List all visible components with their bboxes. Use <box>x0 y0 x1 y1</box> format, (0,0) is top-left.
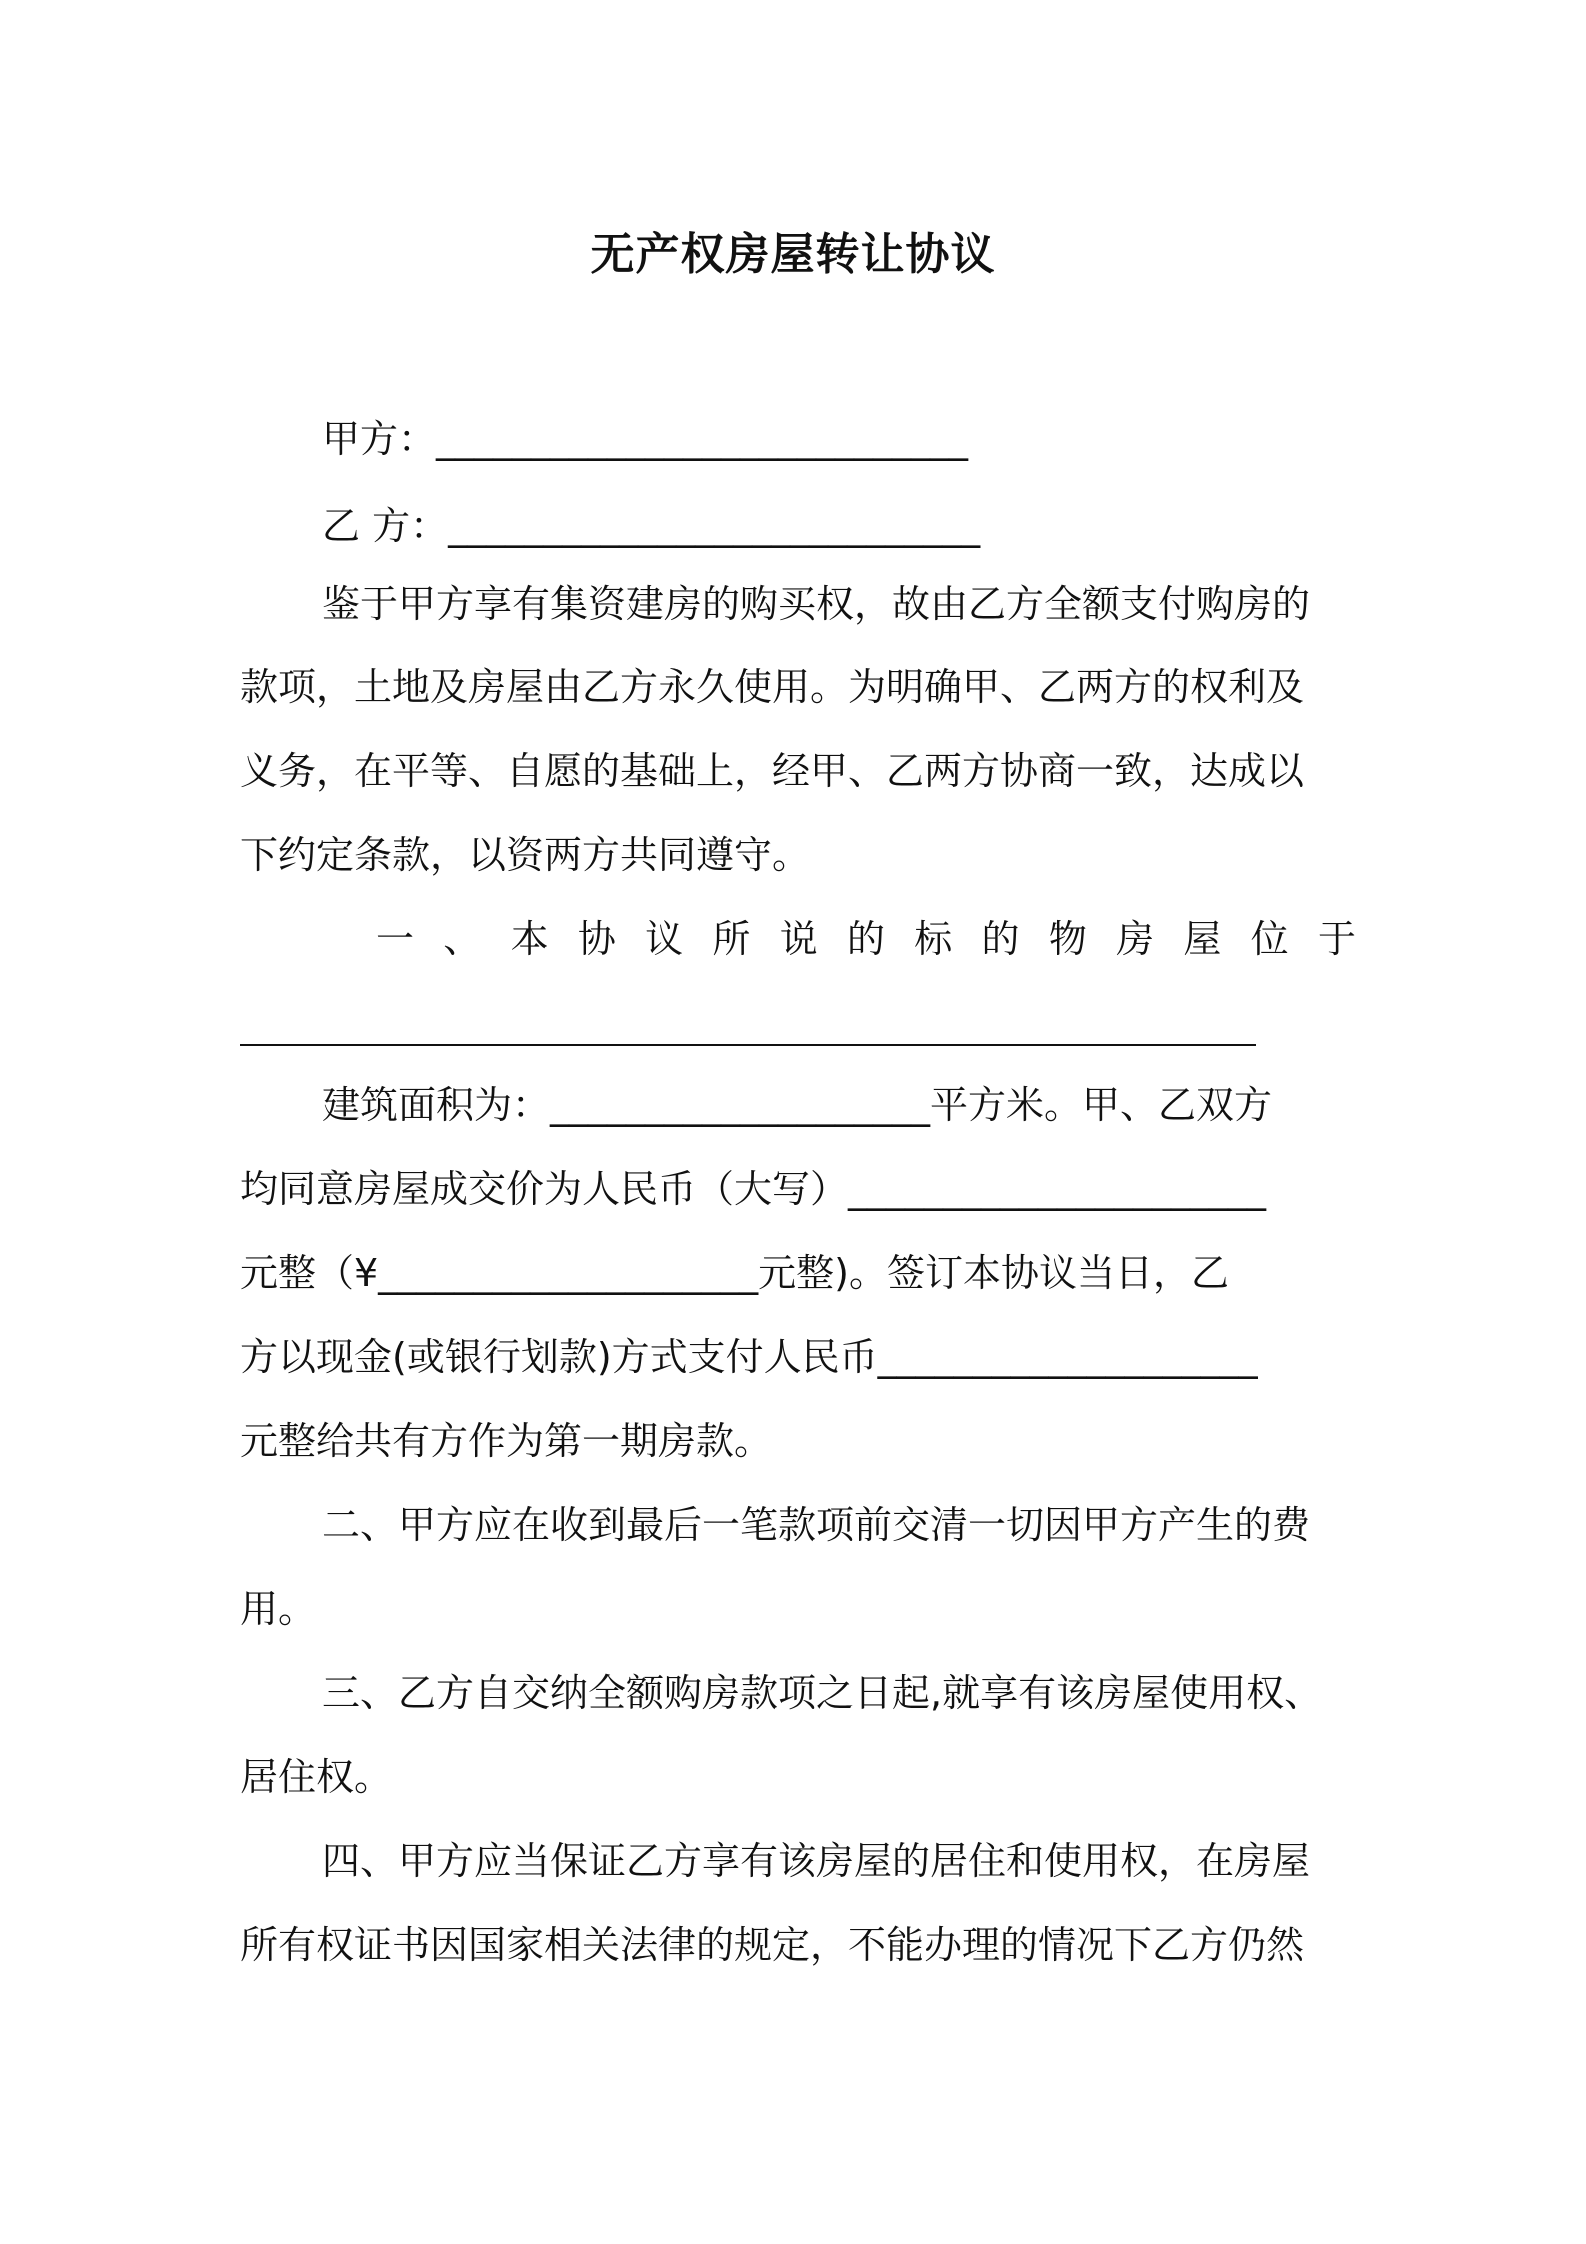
heading-char: 所 <box>712 917 751 961</box>
document-title: 无产权房屋转让协议 <box>590 229 996 280</box>
heading-char: 位 <box>1250 917 1289 961</box>
heading-char: 标 <box>914 917 953 961</box>
clause-2-line-2: 用。 <box>240 1587 317 1631</box>
heading-char: 协 <box>577 917 616 961</box>
clause-3-line-1: 三、乙方自交纳全额购房款项之日起,就享有该房屋使用权、 <box>322 1671 1323 1715</box>
heading-char: 物 <box>1048 917 1087 961</box>
clause-1-line-5: 元整给共有方作为第一期房款。 <box>240 1419 773 1463</box>
heading-char: 的 <box>981 917 1020 961</box>
party-b-line: 乙 方：____________________________ <box>322 504 981 548</box>
preamble-line-2: 款项，土地及房屋由乙方永久使用。为明确甲、乙两方的权利及 <box>240 665 1305 709</box>
heading-char: 本 <box>510 917 549 961</box>
heading-char: 屋 <box>1183 917 1222 961</box>
clause-1-line-2: 均同意房屋成交价为人民币（大写）______________________ <box>240 1167 1267 1211</box>
heading-char: 于 <box>1317 917 1356 961</box>
heading-char: 议 <box>645 917 684 961</box>
clause-4-line-2: 所有权证书因国家相关法律的规定，不能办理的情况下乙方仍然 <box>240 1923 1305 1967</box>
preamble-line-1: 鉴于甲方享有集资建房的购买权，故由乙方全额支付购房的 <box>322 582 1311 626</box>
heading-char: 一 <box>376 917 415 961</box>
clause-1-line-3: 元整（¥____________________元整)。签订本协议当日，乙 <box>240 1251 1230 1295</box>
clause-3-line-2: 居住权。 <box>240 1755 393 1799</box>
heading-char: 房 <box>1116 917 1155 961</box>
clause-1-line-4: 方以现金(或银行划款)方式支付人民币____________________ <box>240 1335 1258 1379</box>
heading-char: 的 <box>846 917 885 961</box>
clause-1-line-1: 建筑面积为：____________________平方米。甲、乙双方 <box>322 1083 1273 1127</box>
preamble-line-3: 义务，在平等、自愿的基础上，经甲、乙两方协商一致，达成以 <box>240 749 1305 793</box>
heading-char: 、 <box>443 917 482 961</box>
clause-1-heading <box>376 914 1356 964</box>
heading-char: 说 <box>779 917 818 961</box>
party-a-line: 甲方：____________________________ <box>322 417 969 461</box>
preamble-line-4: 下约定条款，以资两方共同遵守。 <box>240 833 811 877</box>
clause-4-line-1: 四、甲方应当保证乙方享有该房屋的居住和使用权，在房屋 <box>322 1839 1311 1883</box>
property-location-blank <box>240 1044 1256 1046</box>
clause-2-line-1: 二、甲方应在收到最后一笔款项前交清一切因甲方产生的费 <box>322 1503 1311 1547</box>
